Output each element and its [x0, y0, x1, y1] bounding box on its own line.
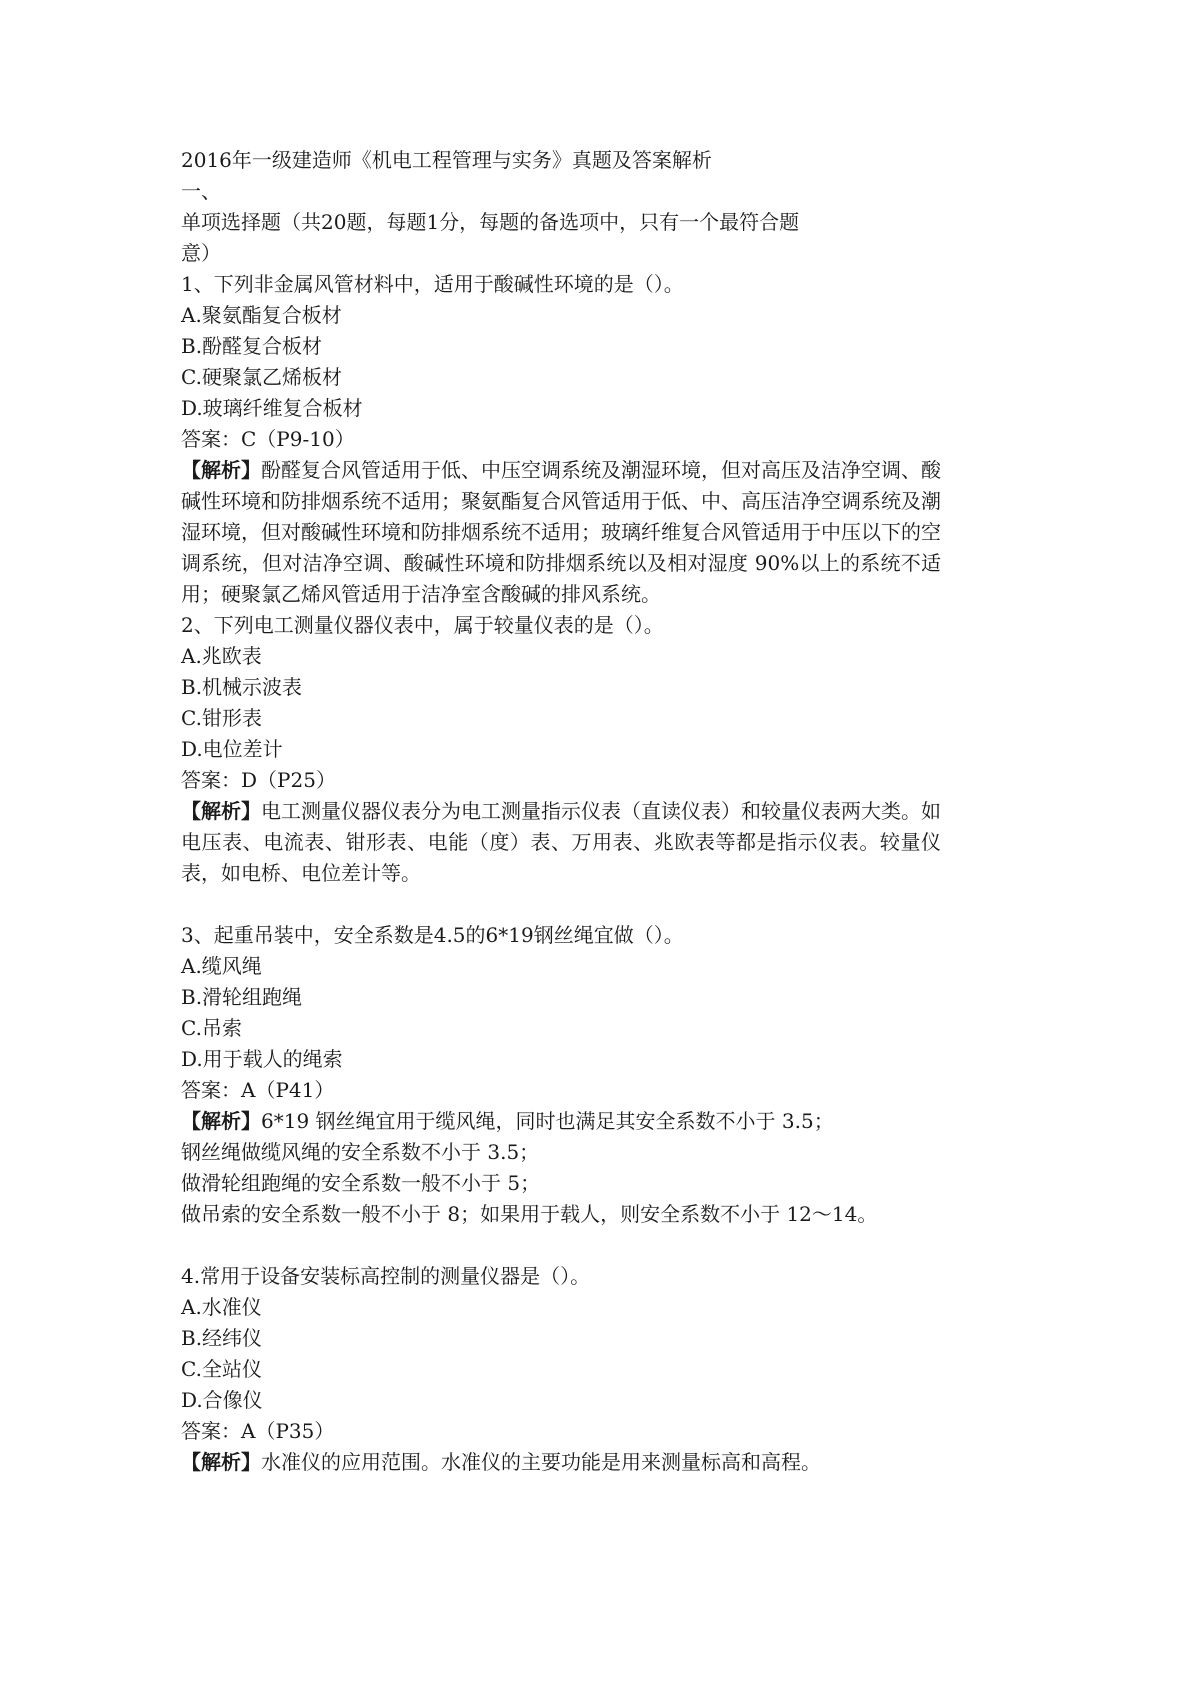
analysis-label: 【解析】 — [181, 458, 261, 482]
document-title: 2016年一级建造师《机电工程管理与实务》真题及答案解析 — [181, 148, 712, 172]
option-d: D.用于载人的绳索 — [181, 1047, 343, 1071]
question-3 — [181, 920, 941, 1230]
analysis — [181, 1106, 941, 1137]
answer: 答案：D（P25） — [181, 768, 336, 792]
answer: 答案：C（P9-10） — [181, 427, 355, 451]
analysis — [181, 455, 941, 610]
analysis-text: 6*19 钢丝绳宜用于缆风绳，同时也满足其安全系数不小于 3.5； — [261, 1109, 834, 1133]
question-stem: 4.常用于设备安装标高控制的测量仪器是（）。 — [181, 1264, 591, 1288]
option-a: A.水准仪 — [181, 1295, 262, 1319]
question-stem: 2、下列电工测量仪器仪表中，属于较量仪表的是（）。 — [181, 613, 664, 637]
analysis-text: 做滑轮组跑绳的安全系数一般不小于 5； — [181, 1171, 541, 1195]
option-b: B.酚醛复合板材 — [181, 334, 323, 358]
option-a: A.兆欧表 — [181, 644, 262, 668]
answer: 答案：A（P41） — [181, 1078, 335, 1102]
option-d: D.电位差计 — [181, 737, 283, 761]
option-c: C.全站仪 — [181, 1357, 262, 1381]
option-a: A.缆风绳 — [181, 954, 262, 978]
analysis — [181, 796, 941, 889]
option-c: C.钳形表 — [181, 706, 262, 730]
question-2 — [181, 610, 941, 889]
analysis-text: 水准仪的应用范围。水准仪的主要功能是用来测量标高和高程。 — [261, 1450, 821, 1474]
analysis-label: 【解析】 — [181, 1450, 261, 1474]
option-b: B.机械示波表 — [181, 675, 303, 699]
analysis — [181, 1447, 941, 1478]
blank-line — [181, 889, 941, 920]
answer: 答案：A（P35） — [181, 1419, 335, 1443]
question-4 — [181, 1261, 941, 1478]
option-a: A.聚氨酯复合板材 — [181, 303, 342, 327]
analysis-text: 电工测量仪器仪表分为电工测量指示仪表（直读仪表）和较量仪表两大类。如电压表、电流表、钳形表、电能（度）表、万用表、兆欧表等都是指示仪表。较量仪表，如电桥、电位差计等。 — [181, 799, 941, 885]
option-d: D.玻璃纤维复合板材 — [181, 396, 363, 420]
option-d: D.合像仪 — [181, 1388, 263, 1412]
analysis-text: 酚醛复合风管适用于低、中压空调系统及潮湿环境，但对高压及洁净空调、酸碱性环境和防排烟系统不适用；聚氨酯复合风管适用于低、中、高压洁净空调系统及潮湿环境，但对酸碱性环境和防排烟系统不适用；玻璃纤维复合风管适用于中压以下的空调系统，但对洁净空调、酸碱性环境和防排烟系统以及相对湿度 90%以上的系统不适用；硬聚氯乙烯风管适用于洁净室含酸碱的排风系统。 — [181, 458, 941, 606]
analysis-text: 做吊索的安全系数一般不小于 8；如果用于载人，则安全系数不小于 12～14。 — [181, 1202, 878, 1226]
document-page — [181, 145, 941, 1478]
question-1 — [181, 269, 941, 610]
question-stem: 3、起重吊装中，安全系数是4.5的6*19钢丝绳宜做（）。 — [181, 923, 684, 947]
blank-line — [181, 1230, 941, 1261]
analysis-label: 【解析】 — [181, 1109, 261, 1133]
option-b: B.滑轮组跑绳 — [181, 985, 303, 1009]
option-c: C.吊索 — [181, 1016, 242, 1040]
section-heading: 单项选择题（共20题，每题1分，每题的备选项中，只有一个最符合题 — [181, 210, 800, 234]
analysis-text: 钢丝绳做缆风绳的安全系数不小于 3.5； — [181, 1140, 540, 1164]
section-heading-continued: 意） — [181, 241, 221, 265]
analysis-label: 【解析】 — [181, 799, 261, 823]
option-c: C.硬聚氯乙烯板材 — [181, 365, 342, 389]
question-stem: 1、下列非金属风管材料中，适用于酸碱性环境的是（）。 — [181, 272, 684, 296]
section-number: 一、 — [181, 179, 221, 203]
option-b: B.经纬仪 — [181, 1326, 263, 1350]
